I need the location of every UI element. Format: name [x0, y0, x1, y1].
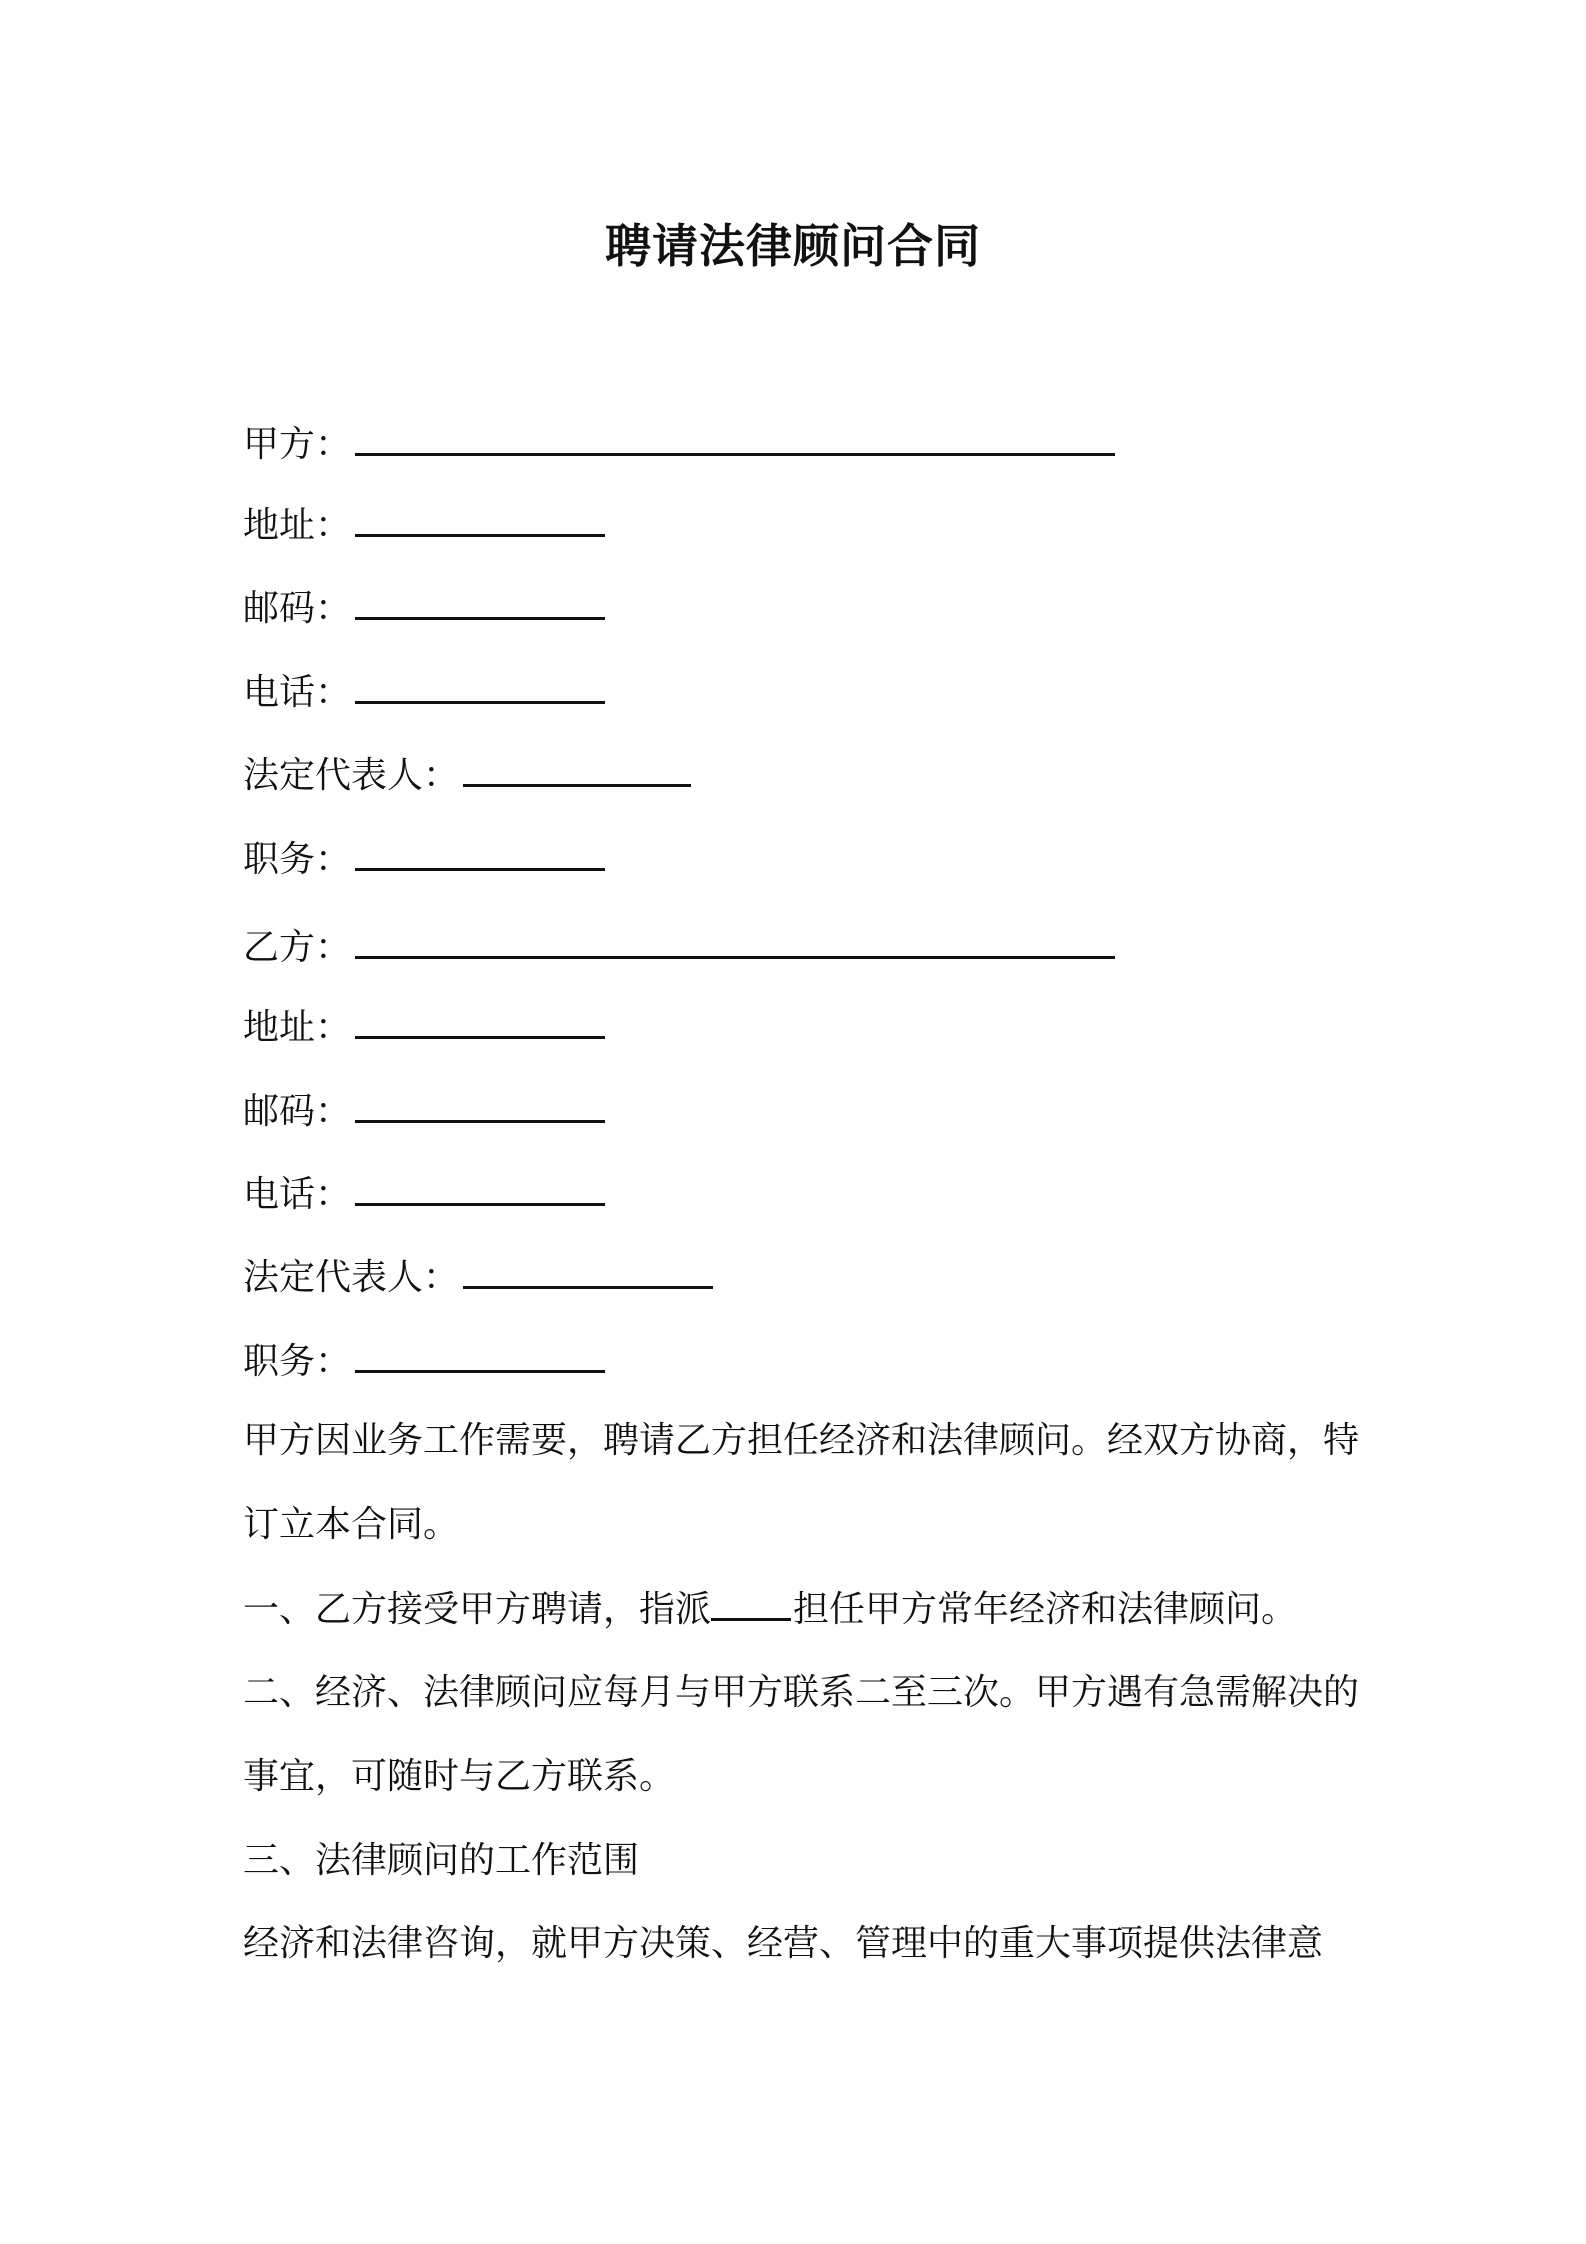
party-b-line: [243, 920, 1115, 975]
party-a-label: 甲方：: [243, 424, 352, 465]
party-a-phone-label: 电话：: [243, 672, 352, 713]
party-b-position-blank: [355, 1334, 605, 1373]
clause-1-text-before: 一、乙方接受甲方聘请，指派: [243, 1589, 712, 1630]
party-a-postcode-blank: [355, 581, 605, 620]
party-b-phone-label: 电话：: [243, 1174, 352, 1215]
party-a-phone-line: [243, 665, 605, 720]
document-title: 聘请法律顾问合同: [605, 219, 981, 273]
party-a-rep-blank: [463, 748, 691, 787]
party-b-blank: [355, 920, 1115, 959]
clause-1-text-after: 担任甲方常年经济和法律顾问。: [793, 1589, 1298, 1630]
party-b-label: 乙方：: [243, 927, 352, 968]
party-b-phone-blank: [355, 1167, 605, 1206]
party-a-phone-blank: [355, 665, 605, 704]
clause-1-blank: [711, 1582, 791, 1621]
party-b-rep-blank: [463, 1250, 713, 1289]
clause-3-heading: 三、法律顾问的工作范围: [243, 1840, 640, 1881]
party-b-position-line: [243, 1334, 605, 1389]
party-a-position-label: 职务：: [243, 839, 352, 880]
party-a-postcode-line: [243, 581, 605, 636]
party-a-rep-line: [243, 748, 691, 803]
party-a-line: [243, 417, 1115, 472]
party-b-address-label: 地址：: [243, 1007, 352, 1048]
party-a-blank: [355, 417, 1115, 456]
party-b-postcode-line: [243, 1084, 605, 1139]
party-b-position-label: 职务：: [243, 1341, 352, 1382]
clause-3-text: 经济和法律咨询，就甲方决策、经营、管理中的重大事项提供法律意: [243, 1923, 1324, 1964]
party-b-rep-label: 法定代表人：: [243, 1257, 460, 1298]
party-b-address-blank: [355, 1000, 605, 1039]
party-a-address-line: [243, 498, 605, 553]
party-a-address-blank: [355, 498, 605, 537]
party-a-address-label: 地址：: [243, 505, 352, 546]
intro-paragraph: 甲方因业务工作需要，聘请乙方担任经济和法律顾问。经双方协商，特订立本合同。: [243, 1420, 1360, 1545]
party-a-position-line: [243, 832, 605, 887]
party-a-rep-label: 法定代表人：: [243, 755, 460, 796]
clause-2: 二、经济、法律顾问应每月与甲方联系二至三次。甲方遇有急需解决的事宜，可随时与乙方联系。: [243, 1672, 1360, 1797]
party-b-address-line: [243, 1000, 605, 1055]
party-a-position-blank: [355, 832, 605, 871]
party-a-postcode-label: 邮码：: [243, 588, 352, 629]
party-b-postcode-label: 邮码：: [243, 1091, 352, 1132]
party-b-rep-line: [243, 1250, 713, 1305]
party-b-postcode-blank: [355, 1084, 605, 1123]
party-b-phone-line: [243, 1167, 605, 1222]
clause-1: [243, 1582, 1297, 1637]
